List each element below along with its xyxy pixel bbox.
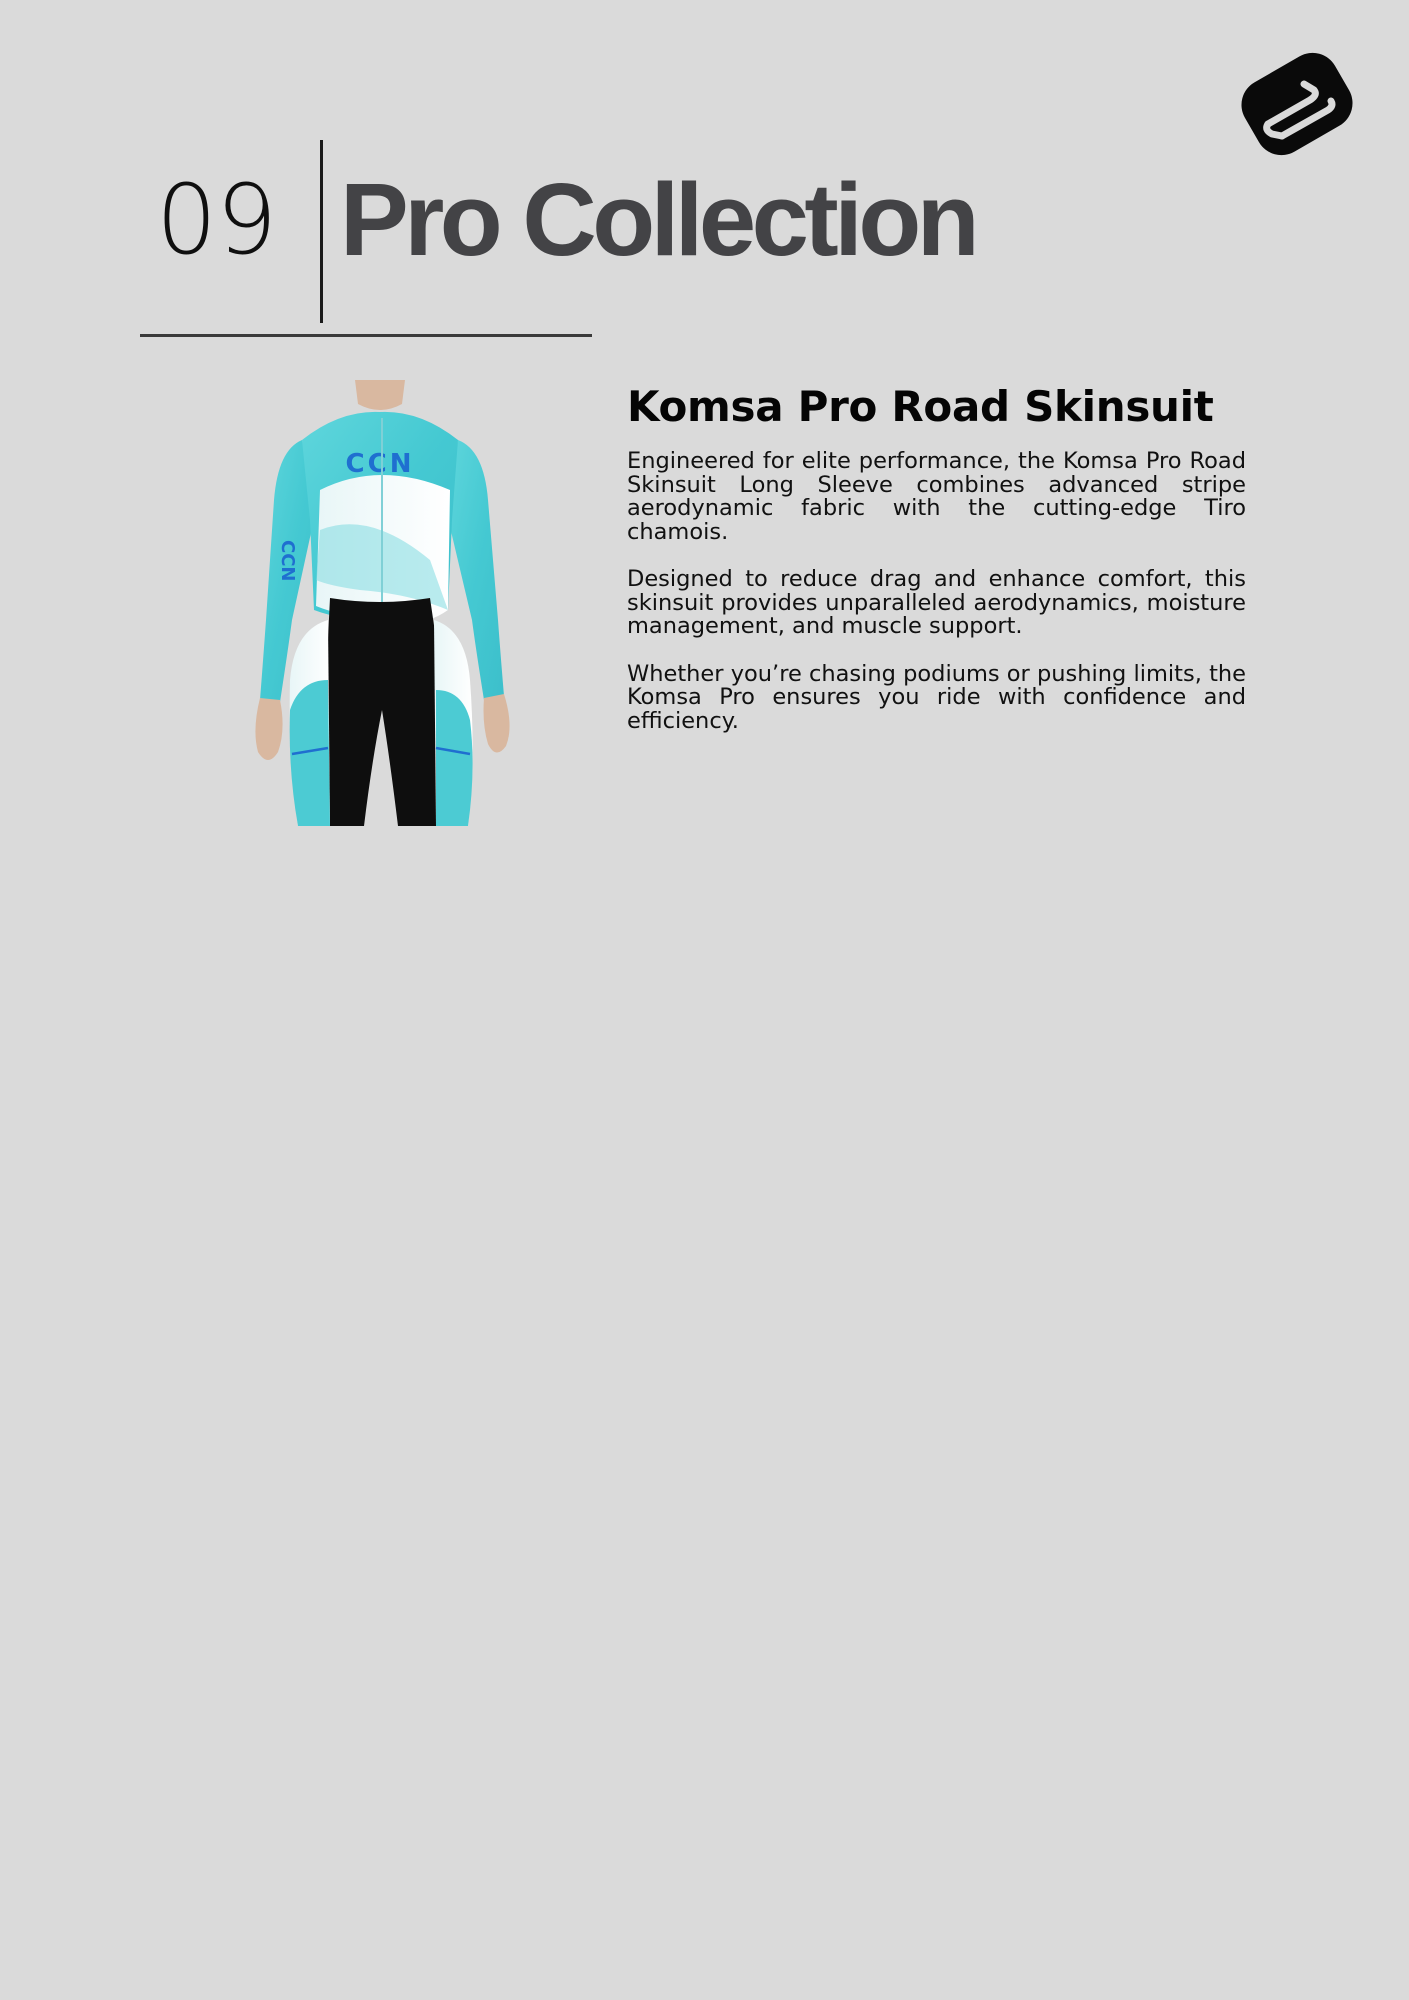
- section-number: 09: [156, 164, 277, 276]
- brand-logo-icon: [1234, 40, 1360, 168]
- skinsuit-product-photo: [230, 380, 540, 836]
- description-paragraph: Engineered for elite performance, the Komsa Pro Road Skinsuit Long Sleeve combines advanced stripe aerodynamic fabric with the cutting-edge Tiro chamois.: [627, 448, 1246, 545]
- header-divider-horizontal: [140, 334, 592, 337]
- description-paragraph: Designed to reduce drag and enhance comfort, this skinsuit provides unparalleled aerodynamics, moisture management, and muscle support.: [627, 566, 1246, 639]
- header-divider-vertical: [320, 140, 323, 323]
- product-description: [627, 450, 1246, 757]
- svg-text:CCN: CCN: [277, 540, 298, 582]
- svg-text:CCN: CCN: [345, 449, 415, 479]
- description-paragraph: Whether you’re chasing podiums or pushing limits, the Komsa Pro ensures you ride with confidence and efficiency.: [627, 660, 1246, 734]
- product-title: Komsa Pro Road Skinsuit: [627, 382, 1214, 431]
- section-title: Pro Collection: [340, 162, 976, 277]
